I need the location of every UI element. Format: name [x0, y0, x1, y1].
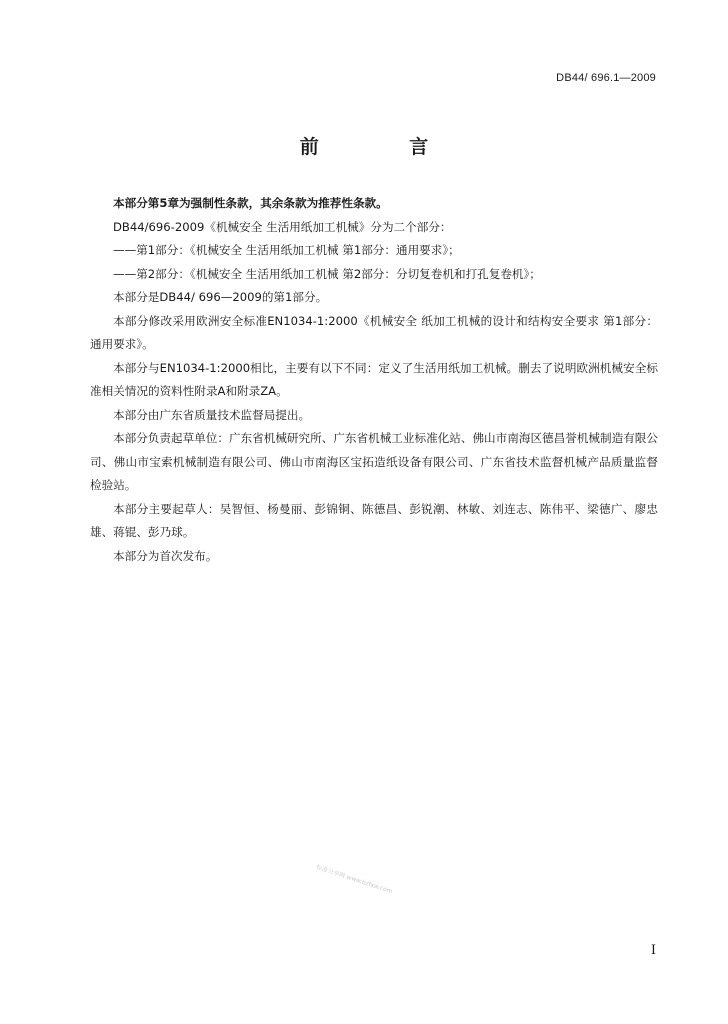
paragraph-proposed-by: 本部分由广东省质量技术监督局提出。 [113, 407, 311, 422]
paragraph-mandatory-clause: 本部分第5章为强制性条款，其余条款为推荐性条款。 [113, 196, 388, 210]
paragraph-drafters: 本部分主要起草人：吴智恒、杨曼丽、彭锦铜、陈德昌、彭锐潮、林敏、刘连志、陈伟平、梁德广、廖忠雄、蒋锟、彭乃球。 [90, 501, 658, 539]
foreword-body [90, 192, 658, 568]
paragraph-first-release: 本部分为首次发布。 [113, 548, 218, 563]
watermark: 标准分享网 www.bzfxw.com [315, 863, 394, 896]
page-title: 前 言 [299, 136, 471, 158]
paragraph-part2: ——第2部分：《机械安全 生活用纸加工机械 第2部分：分切复卷机和打孔复卷机》； [113, 266, 541, 281]
paragraph-this-part: 本部分是DB44/ 696—2009的第1部分。 [113, 290, 328, 304]
standard-code: DB44/ 696.1—2009 [556, 72, 656, 84]
paragraph-adoption: 本部分修改采用欧洲安全标准EN1034-1:2000《机械安全 纸加工机械的设计和结构安全要求 第1部分：通用要求》。 [90, 313, 658, 351]
paragraph-part1: ——第1部分：《机械安全 生活用纸加工机械 第1部分：通用要求》； [113, 243, 460, 257]
paragraph-parts-intro: DB44/696-2009《机械安全 生活用纸加工机械》分为二个部分： [113, 219, 452, 234]
page-number: I [650, 943, 656, 958]
paragraph-differences: 本部分与EN1034-1:2000相比，主要有以下不同：定义了生活用纸加工机械。删去了说明欧洲机械安全标准相关情况的资料性附录A和附录ZA。 [90, 360, 658, 398]
paragraph-drafting-units: 本部分负责起草单位：广东省机械研究所、广东省机械工业标准化站、佛山市南海区德昌誉机械制造有限公司、佛山市宝索机械制造有限公司、佛山市南海区宝拓造纸设备有限公司、广东省技术监督机械产品质量监督检验站。 [90, 431, 658, 492]
